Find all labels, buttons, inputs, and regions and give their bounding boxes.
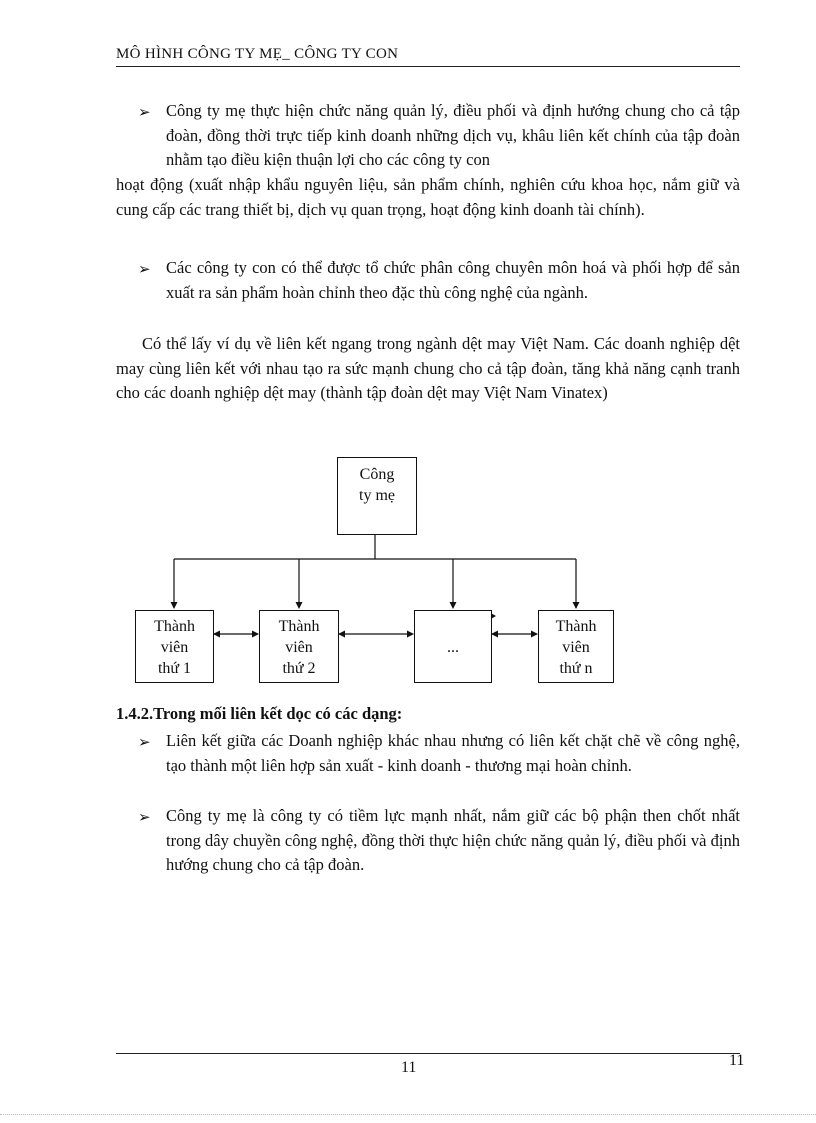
member-box-2 [259, 610, 339, 683]
member-box-2-line-2: viên [285, 639, 313, 656]
bullet-parent-company-role-first: Công ty mẹ thực hiện chức năng quản lý, điều phối và định hướng chung cho cả tập đoàn, đồng thời trực tiếp kinh doanh những dịch vụ, khâu liên kết chính của tập đoàn nhằm tạo điều kiện thuận lợi cho các công ty con [166, 101, 740, 170]
footer-rule [116, 1053, 740, 1054]
header-title: MÔ HÌNH CÔNG TY MẸ_ CÔNG TY CON [116, 46, 399, 62]
example-paragraph: Có thể lấy ví dụ về liên kết ngang trong ngành dệt may Việt Nam. Các doanh nghiệp dệt may cùng liên kết với nhau tạo ra sức mạnh chung cho cả tập đoàn, tăng khả năng cạnh tranh cho các doanh nghiệp dệt may (thành tập đoàn dệt may Việt Nam Vinatex) [116, 334, 740, 403]
member-box-2-line-3: thứ 2 [282, 660, 316, 677]
bullet-parent-company-strength: Công ty mẹ là công ty có tiềm lực mạnh nhất, nắm giữ các bộ phận then chốt nhất trong dây chuyền công nghệ, đồng thời thực hiện chức năng quản lý, điều phối và định hướng chung cho cả tập đoàn. [166, 806, 740, 875]
bullet-arrow-icon: ➢ [138, 105, 151, 121]
member-box-n-line-3: thứ n [559, 660, 593, 677]
member-box-1-line-1: Thành [154, 618, 195, 635]
page-number-center: 11 [401, 1059, 417, 1076]
member-box-n [538, 610, 614, 683]
member-box-n-line-1: Thành [555, 618, 597, 635]
bullet-arrow-icon: ➢ [138, 735, 151, 751]
member-box-ellipsis-text: ... [447, 639, 459, 656]
member-box-n-line-2: viên [562, 639, 590, 656]
member-box-1-line-3: thứ 1 [157, 660, 192, 677]
member-box-1-line-2: viên [160, 639, 189, 656]
parent-company-box [337, 457, 417, 535]
page-number-right: 11 [729, 1052, 745, 1069]
bullet-arrow-icon: ➢ [138, 262, 151, 278]
section-heading-1-4-2: 1.4.2.Trong mối liên kết dọc có các dạng: [116, 704, 403, 723]
member-box-1 [135, 610, 214, 683]
member-box-ellipsis [414, 610, 492, 683]
bullet-parent-company-role-rest: hoạt động (xuất nhập khẩu nguyên liệu, sản phẩm chính, nghiên cứu khoa học, nắm giữ và cung cấp các trang thiết bị, dịch vụ quan trọng, hoạt động kinh doanh tài chính). [116, 175, 740, 219]
parent-box-line-1: Công [359, 466, 395, 483]
page-bottom-dotted-border [0, 1114, 816, 1115]
member-box-2-line-1: Thành [278, 618, 320, 635]
parent-box-line-2: ty mẹ [359, 487, 395, 504]
bullet-arrow-icon: ➢ [138, 810, 151, 826]
bullet-subsidiaries: Các công ty con có thể được tổ chức phân công chuyên môn hoá và phối hợp để sản xuất ra sản phẩm hoàn chỉnh theo đặc thù công nghệ của ngành. [166, 258, 740, 302]
bullet-vertical-link: Liên kết giữa các Doanh nghiệp khác nhau nhưng có liên kết chặt chẽ về công nghệ, tạo thành một liên hợp sản xuất - kinh doanh - thương mại hoàn chỉnh. [166, 731, 740, 775]
